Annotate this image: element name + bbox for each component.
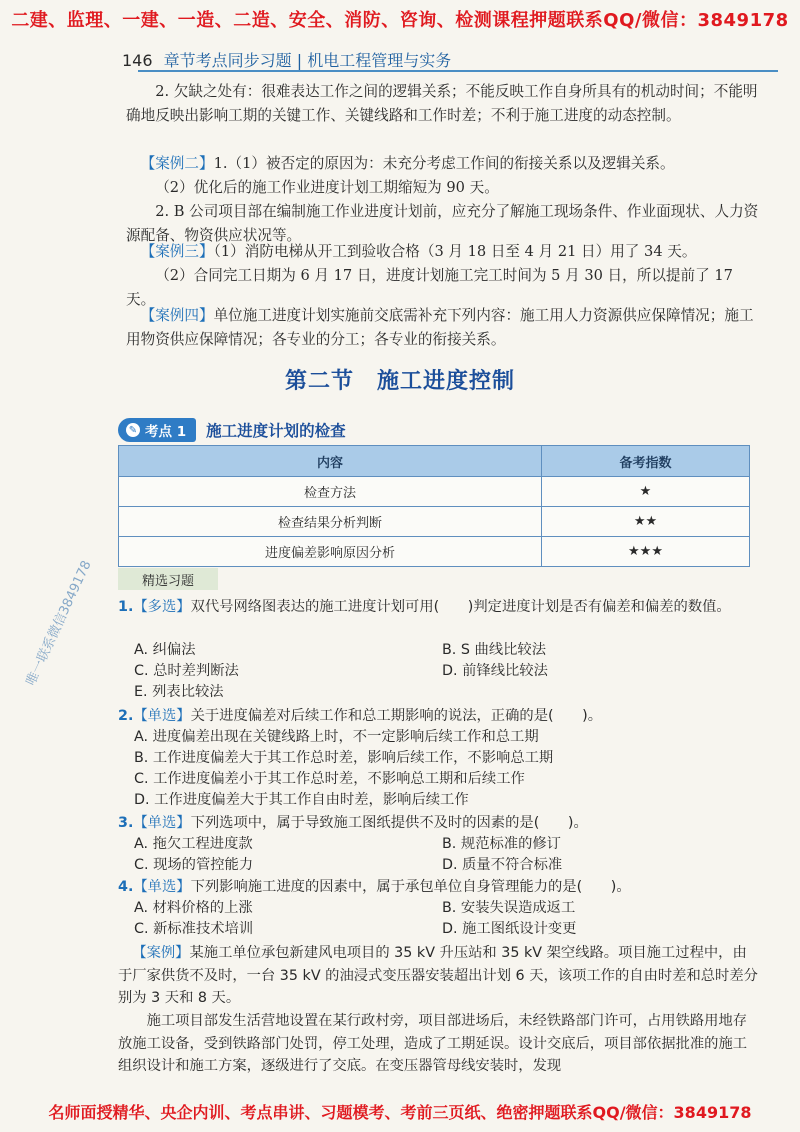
option: D. 工作进度偏差大于其工作自由时差，影响后续工作 — [134, 792, 469, 808]
option: D. 质量不符合标准 — [442, 857, 563, 873]
kaodian-title: 施工进度计划的检查 — [206, 422, 346, 440]
table-header-content: 内容 — [119, 446, 542, 477]
table-row — [119, 537, 750, 567]
option: C. 总时差判断法 — [134, 663, 239, 679]
top-banner: 二建、监理、一建、一造、二造、安全、消防、咨询、检测课程押题联系QQ/微信：3849178 — [11, 10, 789, 31]
table-cell: 检查方法 — [119, 477, 542, 507]
option: A. 材料价格的上涨 — [134, 900, 253, 916]
kaodian-header — [118, 418, 346, 442]
option: A. 拖欠工程进度款 — [134, 836, 253, 852]
answer-para-1: 2. 欠缺之处有：很难表达工作之间的逻辑关系；不能反映工作自身所具有的机动时间；不能明确地反映出影响工期的关键工作、关键线路和工作时差；不利于施工进度的动态控制。 — [126, 83, 758, 124]
answer-para-2: 【案例二】1.（1）被否定的原因为：未充分考虑工作间的衔接关系以及逻辑关系。 — [140, 155, 675, 172]
answer-para-6: （2）合同完工日期为 6 月 17 日，进度计划施工完工时间为 5 月 30 日，所以提前了 17 天。 — [126, 267, 733, 308]
option: C. 工作进度偏差小于其工作总时差，不影响总工期和后续工作 — [134, 771, 525, 787]
question-4: 4.【单选】下列影响施工进度的因素中，属于承包单位自身管理能力的是( )。 — [118, 879, 631, 895]
case-tag: 【案例二】 — [140, 155, 214, 172]
option: B. 工作进度偏差大于其工作总时差，影响后续工作，不影响总工期 — [134, 750, 554, 766]
table-cell: 进度偏差影响原因分析 — [119, 537, 542, 567]
option: C. 新标准技术培训 — [134, 921, 254, 937]
table-cell-stars: ★ — [542, 477, 750, 507]
answer-para-5: 【案例三】（1）消防电梯从开工到验收合格（3 月 18 日至 4 月 21 日）用了 34 天。 — [140, 243, 697, 260]
table-cell-stars: ★★ — [542, 507, 750, 537]
kaodian-badge: ✎ 考点 1 — [118, 418, 196, 442]
case-tag: 【案例三】 — [140, 243, 214, 260]
page-number: 146 — [122, 51, 153, 70]
header-rule — [138, 70, 778, 72]
table-cell-stars: ★★★ — [542, 537, 750, 567]
option: D. 施工图纸设计变更 — [442, 921, 577, 937]
case-tag: 【案例四】 — [140, 307, 214, 324]
option: D. 前锋线比较法 — [442, 663, 548, 679]
bottom-banner: 名师面授精华、央企内训、考点串讲、习题模考、考前三页纸、绝密押题联系QQ/微信：3849178 — [48, 1103, 752, 1122]
kaodian-table — [118, 445, 750, 567]
table-row — [119, 507, 750, 537]
answer-para-7: 【案例四】单位施工进度计划实施前交底需补充下列内容：施工用人力资源供应保障情况；施工用物资供应保障情况；各专业的分工；各专业的衔接关系。 — [126, 307, 754, 348]
table-cell: 检查结果分析判断 — [119, 507, 542, 537]
answer-para-3: （2）优化后的施工作业进度计划工期缩短为 90 天。 — [155, 179, 499, 196]
pen-icon: ✎ — [126, 423, 140, 437]
option: B. S 曲线比较法 — [442, 642, 547, 658]
table-header-index: 备考指数 — [542, 446, 750, 477]
option: B. 规范标准的修订 — [442, 836, 561, 852]
running-head-title: 章节考点同步习题 | 机电工程管理与实务 — [163, 51, 452, 70]
case-para-2: 施工项目部发生活营地设置在某行政村旁，项目部进场后，未经铁路部门许可，占用铁路用地存放施工设备，受到铁路部门处罚，停工处理，造成了工期延误。设计交底后，项目部依据批准的施工组织设计和施工方案，逐级进行了交底。在变压器管母线安装时，发现 — [118, 1013, 748, 1074]
section-title: 第二节 施工进度控制 — [284, 369, 515, 394]
answer-para-4: 2. B 公司项目部在编制施工作业进度计划前，应充分了解施工现场条件、作业面现状、人力资源配备、物资供应状况等。 — [126, 203, 759, 244]
case-para-1: 【案例】某施工单位承包新建风电项目的 35 kV 升压站和 35 kV 架空线路。项目施工过程中，由于厂家供货不及时，一台 35 kV 的油浸式变压器安装超出计划 6 天，该项工作的自由时差和总时差分别为 3 天和 8 天。 — [118, 945, 758, 1006]
case-tag: 【案例】 — [132, 945, 190, 961]
running-head — [122, 48, 451, 71]
option: C. 现场的管控能力 — [134, 857, 254, 873]
option: E. 列表比较法 — [134, 684, 224, 700]
option: B. 安装失误造成返工 — [442, 900, 576, 916]
option: A. 纠偏法 — [134, 642, 196, 658]
question-2: 2.【单选】关于进度偏差对后续工作和总工期影响的说法，正确的是( )。 — [118, 708, 603, 724]
side-watermark: 唯一联系微信3849178 — [23, 558, 95, 689]
option: A. 进度偏差出现在关键线路上时，不一定影响后续工作和总工期 — [134, 729, 539, 745]
jingxuan-label: 精选习题 — [118, 568, 218, 590]
question-3: 3.【单选】下列选项中，属于导致施工图纸提供不及时的因素的是( )。 — [118, 815, 588, 831]
table-row — [119, 477, 750, 507]
question-1: 1.【多选】双代号网络图表达的施工进度计划可用( )判定进度计划是否有偏差和偏差的数值。 — [118, 599, 731, 615]
